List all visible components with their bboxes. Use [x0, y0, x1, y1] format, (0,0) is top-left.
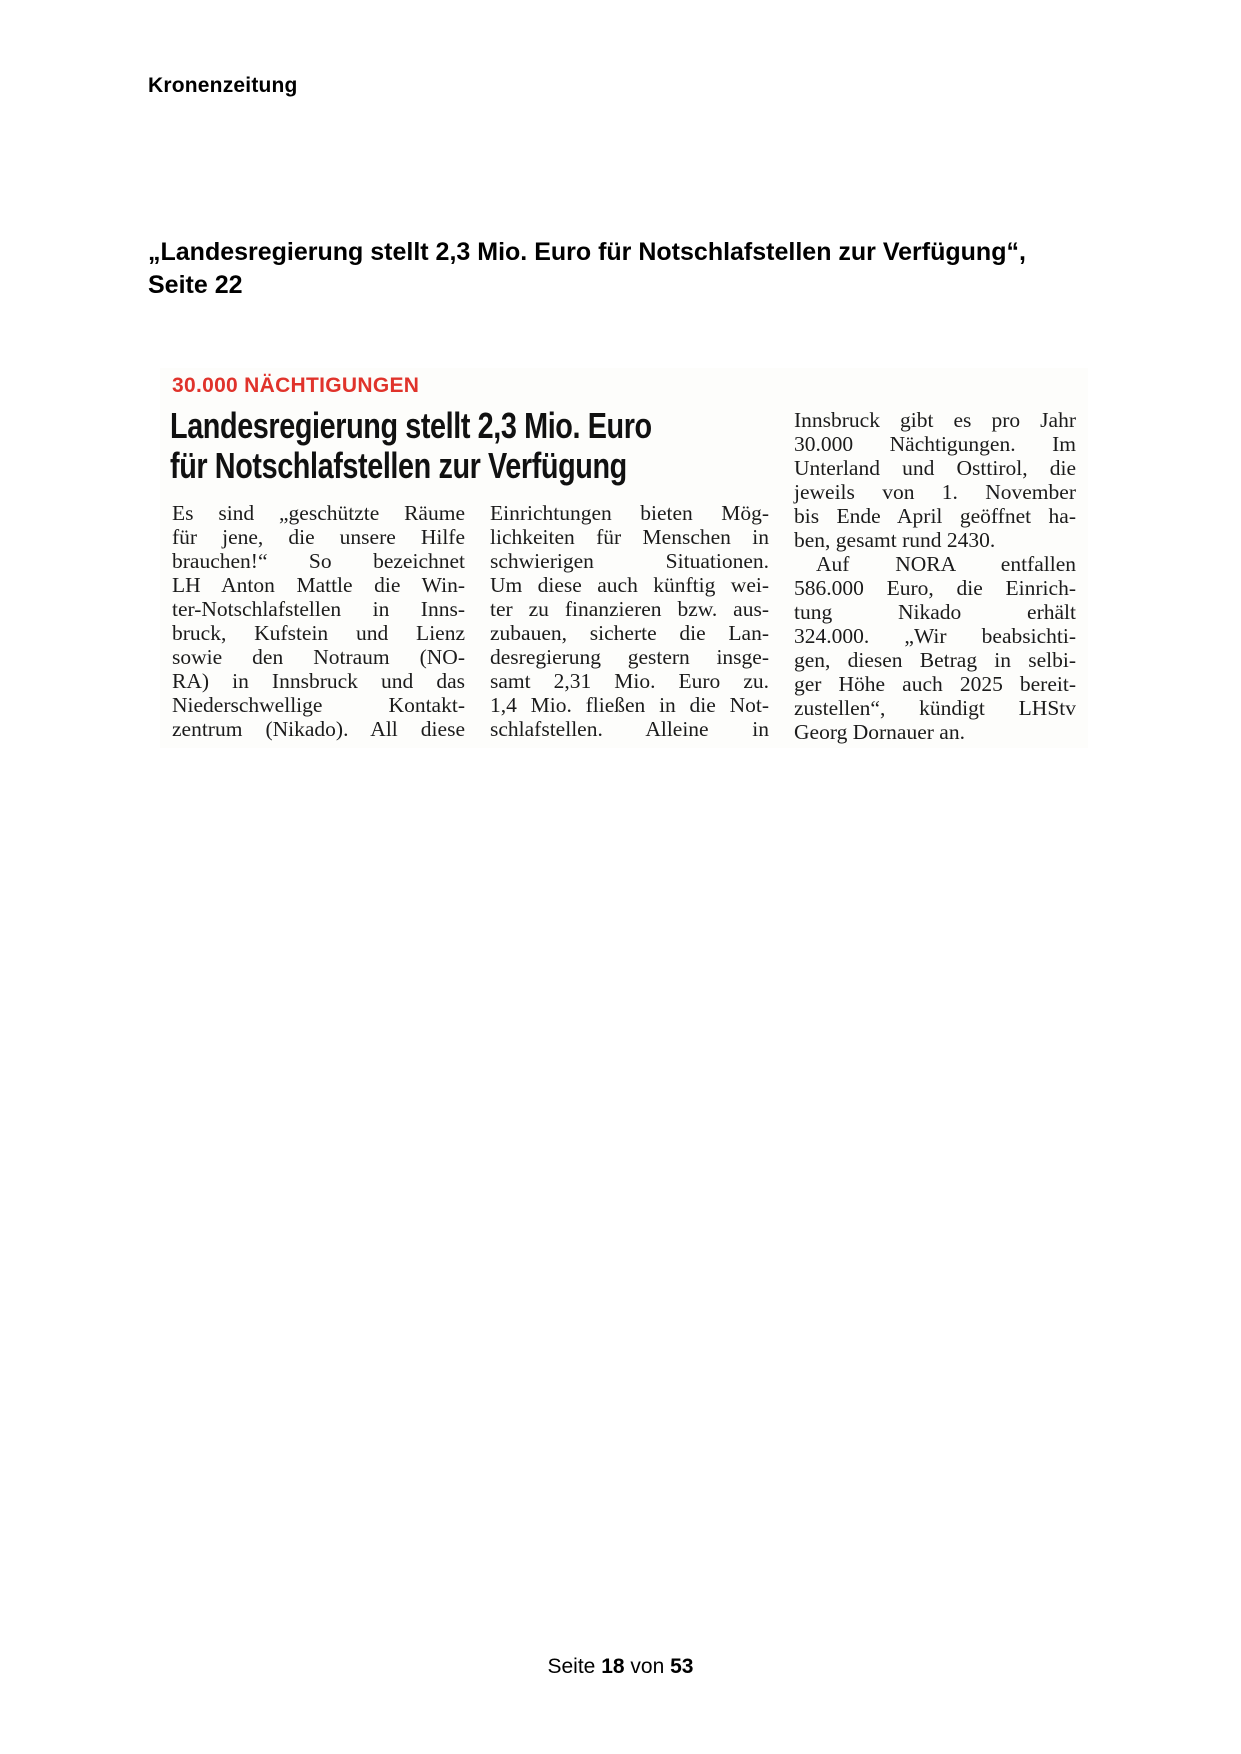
headline-line: für Notschlafstellen zur Verfügung: [170, 445, 627, 486]
text-line: Niederschwellige Kontakt-: [172, 693, 465, 717]
text-line: sowie den Notraum (NO-: [172, 645, 465, 669]
text-line: 30.000 Nächtigungen. Im: [794, 432, 1076, 456]
newspaper-clipping: [160, 368, 1088, 748]
text-line: zustellen“, kündigt LHStv: [794, 696, 1076, 720]
text-line: schwierigen Situationen.: [490, 549, 769, 573]
text-line: Innsbruck gibt es pro Jahr: [794, 408, 1076, 432]
text-line: lichkeiten für Menschen in: [490, 525, 769, 549]
text-line: für jene, die unsere Hilfe: [172, 525, 465, 549]
text-line: brauchen!“ So bezeichnet: [172, 549, 465, 573]
text-line: Um diese auch künftig wei-: [490, 573, 769, 597]
text-line: desregierung gestern insge-: [490, 645, 769, 669]
text-line: RA) in Innsbruck und das: [172, 669, 465, 693]
text-line: 324.000. „Wir beabsichti-: [794, 624, 1076, 648]
text-line: Auf NORA entfallen: [816, 552, 1076, 576]
text-line: ben, gesamt rund 2430.: [794, 528, 996, 552]
text-line: ter zu finanzieren bzw. aus-: [490, 597, 769, 621]
article-headline: [170, 405, 652, 486]
text-line: samt 2,31 Mio. Euro zu.: [490, 669, 769, 693]
text-line: gen, diesen Betrag in selbi-: [794, 648, 1076, 672]
text-line: 586.000 Euro, die Einrich-: [794, 576, 1076, 600]
article-column-1: [172, 501, 465, 741]
article-column-2: [490, 501, 769, 741]
text-line: jeweils von 1. November: [794, 480, 1076, 504]
text-line: zubauen, sicherte die Lan-: [490, 621, 769, 645]
text-line: tung Nikado erhält: [794, 600, 1076, 624]
page-label: Seite: [547, 1655, 596, 1678]
text-line: LH Anton Mattle die Win-: [172, 573, 465, 597]
headline-line: Landesregierung stellt 2,3 Mio. Euro: [170, 405, 652, 446]
text-line: Es sind „geschützte Räume: [172, 501, 465, 525]
text-line: schlafstellen. Alleine in: [490, 717, 769, 741]
text-line: 1,4 Mio. fließen in die Not-: [490, 693, 769, 717]
text-line: Georg Dornauer an.: [794, 720, 965, 744]
total-pages: 53: [670, 1655, 694, 1678]
current-page: 18: [601, 1655, 625, 1678]
text-line: ter-Notschlafstellen in Inns-: [172, 597, 465, 621]
article-column-3: [794, 408, 1076, 744]
page-of-label: von: [630, 1655, 665, 1678]
article-kicker: 30.000 NÄCHTIGUNGEN: [172, 374, 420, 397]
text-line: ger Höhe auch 2025 bereit-: [794, 672, 1076, 696]
document-heading: „Landesregierung stellt 2,3 Mio. Euro für Notschlafstellen zur Verfügung“, Seite 22: [148, 238, 1026, 299]
text-line: bis Ende April geöffnet ha-: [794, 504, 1076, 528]
text-line: Unterland und Osttirol, die: [794, 456, 1076, 480]
text-line: Einrichtungen bieten Mög-: [490, 501, 769, 525]
page-number-footer: [0, 1655, 1241, 1679]
newspaper-source: Kronenzeitung: [148, 74, 298, 97]
text-line: zentrum (Nikado). All diese: [172, 717, 465, 741]
text-line: bruck, Kufstein und Lienz: [172, 621, 465, 645]
